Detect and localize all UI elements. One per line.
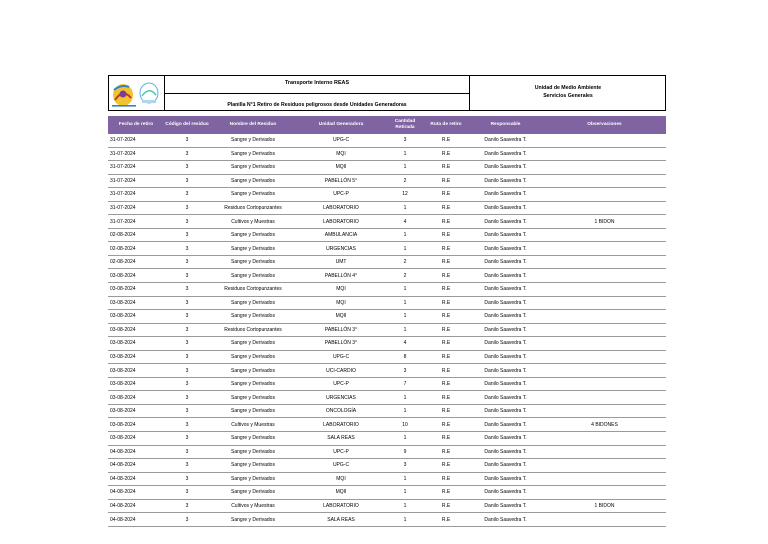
cell-unidad: PABELLÓN 3°	[296, 323, 386, 337]
col-unidad: Unidad Generadora	[296, 116, 386, 134]
table-row	[108, 255, 666, 269]
table-row	[108, 377, 666, 391]
cell-cantidad: 4	[386, 337, 424, 351]
table-row	[108, 364, 666, 378]
cell-unidad: UPG-C	[296, 350, 386, 364]
cell-fecha: 31-07-2024	[108, 161, 164, 175]
cell-ruta: R.E	[424, 404, 468, 418]
cell-unidad: UPC-P	[296, 445, 386, 459]
cell-unidad: URGENCIAS	[296, 242, 386, 256]
cell-unidad: PABELLÓN 5°	[296, 174, 386, 188]
cell-ruta: R.E	[424, 269, 468, 283]
cell-unidad: MQI	[296, 147, 386, 161]
cell-fecha: 03-08-2024	[108, 432, 164, 446]
cell-ruta: R.E	[424, 323, 468, 337]
cell-responsable: Danilo Saavedra T.	[468, 242, 543, 256]
cell-nombre: Sangre y Derivados	[210, 242, 296, 256]
col-nombre: Nombre del Residuo	[210, 116, 296, 134]
cell-cantidad: 1	[386, 323, 424, 337]
cell-observaciones	[543, 310, 666, 324]
cell-fecha: 04-08-2024	[108, 486, 164, 500]
cell-observaciones	[543, 255, 666, 269]
cell-cantidad: 10	[386, 418, 424, 432]
cell-fecha: 03-08-2024	[108, 310, 164, 324]
cell-ruta: R.E	[424, 134, 468, 147]
document-title: Transporte Interno REAS	[284, 80, 350, 86]
cell-codigo: 3	[164, 432, 210, 446]
unit-name: Unidad de Medio Ambiente	[534, 85, 602, 91]
unit-block	[469, 76, 666, 111]
col-cantidad: Cantidad Retirada	[386, 116, 424, 134]
cell-observaciones	[543, 228, 666, 242]
cell-unidad: MQI	[296, 296, 386, 310]
table-row	[108, 215, 666, 229]
cell-nombre: Sangre y Derivados	[210, 174, 296, 188]
cell-responsable: Danilo Saavedra T.	[468, 188, 543, 202]
table-row	[108, 445, 666, 459]
cell-responsable: Danilo Saavedra T.	[468, 283, 543, 297]
cell-codigo: 3	[164, 174, 210, 188]
cell-unidad: UMT	[296, 255, 386, 269]
cell-codigo: 3	[164, 459, 210, 473]
cell-cantidad: 1	[386, 296, 424, 310]
cell-ruta: R.E	[424, 364, 468, 378]
cell-codigo: 3	[164, 350, 210, 364]
cell-observaciones	[543, 445, 666, 459]
cell-responsable: Danilo Saavedra T.	[468, 486, 543, 500]
cell-unidad: UPG-C	[296, 459, 386, 473]
cell-responsable: Danilo Saavedra T.	[468, 323, 543, 337]
cell-cantidad: 1	[386, 472, 424, 486]
cell-nombre: Cultivos y Muestras	[210, 418, 296, 432]
table-row	[108, 161, 666, 175]
cell-nombre: Sangre y Derivados	[210, 364, 296, 378]
cell-observaciones	[543, 201, 666, 215]
cell-observaciones	[543, 377, 666, 391]
cell-ruta: R.E	[424, 391, 468, 405]
cell-cantidad: 3	[386, 134, 424, 147]
cell-responsable: Danilo Saavedra T.	[468, 296, 543, 310]
cell-codigo: 3	[164, 134, 210, 147]
cell-cantidad: 1	[386, 147, 424, 161]
table-row	[108, 513, 666, 527]
cell-ruta: R.E	[424, 283, 468, 297]
cell-codigo: 3	[164, 228, 210, 242]
col-codigo: Código del residuo	[164, 116, 210, 134]
cell-fecha: 31-07-2024	[108, 188, 164, 202]
cell-codigo: 3	[164, 161, 210, 175]
cell-cantidad: 1	[386, 283, 424, 297]
cell-ruta: R.E	[424, 228, 468, 242]
cell-codigo: 3	[164, 147, 210, 161]
cell-nombre: Residuos Cortopunzantes	[210, 283, 296, 297]
hospital-logo	[109, 76, 165, 111]
cell-ruta: R.E	[424, 242, 468, 256]
cell-cantidad: 1	[386, 201, 424, 215]
cell-nombre: Cultivos y Muestras	[210, 499, 296, 513]
cell-codigo: 3	[164, 337, 210, 351]
cell-ruta: R.E	[424, 174, 468, 188]
cell-observaciones	[543, 472, 666, 486]
col-observaciones: Observaciones	[543, 116, 666, 134]
cell-responsable: Danilo Saavedra T.	[468, 228, 543, 242]
cell-responsable: Danilo Saavedra T.	[468, 432, 543, 446]
cell-cantidad: 2	[386, 174, 424, 188]
cell-unidad: ONCOLOGÍA	[296, 404, 386, 418]
cell-nombre: Sangre y Derivados	[210, 404, 296, 418]
document-subtitle: Planilla N°1 Retiro de Residuos peligrosos desde Unidades Generadoras	[165, 93, 469, 111]
waste-table	[108, 116, 666, 527]
cell-nombre: Cultivos y Muestras	[210, 215, 296, 229]
cell-responsable: Danilo Saavedra T.	[468, 255, 543, 269]
cell-cantidad: 1	[386, 242, 424, 256]
cell-ruta: R.E	[424, 161, 468, 175]
cell-responsable: Danilo Saavedra T.	[468, 134, 543, 147]
cell-unidad: MQII	[296, 161, 386, 175]
cell-unidad: UPC-P	[296, 377, 386, 391]
table-row	[108, 283, 666, 297]
cell-fecha: 03-08-2024	[108, 364, 164, 378]
cell-cantidad: 1	[386, 228, 424, 242]
cell-observaciones: 4 BIDONES	[543, 418, 666, 432]
table-row	[108, 188, 666, 202]
cell-observaciones: 1 BIDON	[543, 499, 666, 513]
table-row	[108, 391, 666, 405]
cell-fecha: 03-08-2024	[108, 269, 164, 283]
cell-responsable: Danilo Saavedra T.	[468, 174, 543, 188]
table-row	[108, 228, 666, 242]
cell-codigo: 3	[164, 377, 210, 391]
cell-cantidad: 1	[386, 391, 424, 405]
cell-codigo: 3	[164, 215, 210, 229]
cell-nombre: Sangre y Derivados	[210, 486, 296, 500]
cell-cantidad: 3	[386, 459, 424, 473]
cell-cantidad: 1	[386, 161, 424, 175]
cell-nombre: Residuos Cortopunzantes	[210, 201, 296, 215]
table-row	[108, 337, 666, 351]
table-row	[108, 269, 666, 283]
cell-nombre: Sangre y Derivados	[210, 337, 296, 351]
table-header-row	[108, 116, 666, 134]
cell-codigo: 3	[164, 513, 210, 527]
table-row	[108, 499, 666, 513]
table-row	[108, 201, 666, 215]
cell-nombre: Sangre y Derivados	[210, 459, 296, 473]
cell-responsable: Danilo Saavedra T.	[468, 269, 543, 283]
table-row	[108, 418, 666, 432]
cell-responsable: Danilo Saavedra T.	[468, 418, 543, 432]
cell-codigo: 3	[164, 310, 210, 324]
cell-cantidad: 1	[386, 486, 424, 500]
cell-cantidad: 1	[386, 404, 424, 418]
cell-fecha: 02-08-2024	[108, 242, 164, 256]
cell-observaciones	[543, 486, 666, 500]
cell-codigo: 3	[164, 445, 210, 459]
cell-observaciones	[543, 242, 666, 256]
cell-cantidad: 1	[386, 432, 424, 446]
cell-ruta: R.E	[424, 310, 468, 324]
cell-fecha: 03-08-2024	[108, 350, 164, 364]
cell-fecha: 03-08-2024	[108, 283, 164, 297]
cell-unidad: LABORATORIO	[296, 201, 386, 215]
cell-codigo: 3	[164, 364, 210, 378]
cell-observaciones	[543, 174, 666, 188]
cell-cantidad: 2	[386, 269, 424, 283]
cell-ruta: R.E	[424, 337, 468, 351]
cell-codigo: 3	[164, 472, 210, 486]
cell-responsable: Danilo Saavedra T.	[468, 404, 543, 418]
cell-unidad: UPG-C	[296, 134, 386, 147]
cell-codigo: 3	[164, 404, 210, 418]
cell-unidad: UCI-CARDIO	[296, 364, 386, 378]
cell-observaciones	[543, 283, 666, 297]
cell-fecha: 31-07-2024	[108, 174, 164, 188]
cell-observaciones	[543, 432, 666, 446]
cell-unidad: UPC-P	[296, 188, 386, 202]
cell-nombre: Sangre y Derivados	[210, 228, 296, 242]
cell-fecha: 03-08-2024	[108, 391, 164, 405]
cell-nombre: Sangre y Derivados	[210, 310, 296, 324]
cell-unidad: SALA REAS	[296, 513, 386, 527]
cell-fecha: 04-08-2024	[108, 445, 164, 459]
cell-observaciones	[543, 404, 666, 418]
cell-ruta: R.E	[424, 147, 468, 161]
cell-nombre: Sangre y Derivados	[210, 350, 296, 364]
cell-fecha: 02-08-2024	[108, 255, 164, 269]
cell-fecha: 31-07-2024	[108, 201, 164, 215]
cell-ruta: R.E	[424, 486, 468, 500]
cell-ruta: R.E	[424, 499, 468, 513]
table-row	[108, 404, 666, 418]
cell-nombre: Sangre y Derivados	[210, 134, 296, 147]
cell-unidad: LABORATORIO	[296, 215, 386, 229]
cell-nombre: Sangre y Derivados	[210, 513, 296, 527]
cell-fecha: 04-08-2024	[108, 513, 164, 527]
table-row	[108, 472, 666, 486]
cell-nombre: Sangre y Derivados	[210, 472, 296, 486]
cell-codigo: 3	[164, 242, 210, 256]
cell-unidad: SALA REAS	[296, 432, 386, 446]
cell-ruta: R.E	[424, 472, 468, 486]
cell-observaciones	[543, 147, 666, 161]
cell-unidad: PABELLÓN 3°	[296, 337, 386, 351]
cell-ruta: R.E	[424, 418, 468, 432]
cell-observaciones	[543, 188, 666, 202]
cell-unidad: PABELLÓN 4°	[296, 269, 386, 283]
cell-responsable: Danilo Saavedra T.	[468, 147, 543, 161]
cell-nombre: Sangre y Derivados	[210, 255, 296, 269]
cell-fecha: 03-08-2024	[108, 404, 164, 418]
table-row	[108, 134, 666, 147]
cell-unidad: MQI	[296, 472, 386, 486]
cell-unidad: MQII	[296, 310, 386, 324]
cell-observaciones: 1 BIDON	[543, 215, 666, 229]
col-ruta: Ruta de retiro	[424, 116, 468, 134]
cell-ruta: R.E	[424, 255, 468, 269]
cell-fecha: 31-07-2024	[108, 147, 164, 161]
cell-responsable: Danilo Saavedra T.	[468, 350, 543, 364]
cell-observaciones	[543, 513, 666, 527]
cell-nombre: Sangre y Derivados	[210, 147, 296, 161]
cell-fecha: 04-08-2024	[108, 472, 164, 486]
cell-ruta: R.E	[424, 296, 468, 310]
cell-cantidad: 1	[386, 310, 424, 324]
cell-nombre: Sangre y Derivados	[210, 161, 296, 175]
cell-observaciones	[543, 337, 666, 351]
cell-nombre: Sangre y Derivados	[210, 296, 296, 310]
cell-codigo: 3	[164, 188, 210, 202]
table-row	[108, 147, 666, 161]
cell-ruta: R.E	[424, 445, 468, 459]
cell-unidad: LABORATORIO	[296, 499, 386, 513]
cell-responsable: Danilo Saavedra T.	[468, 337, 543, 351]
cell-unidad: LABORATORIO	[296, 418, 386, 432]
cell-nombre: Residuos Cortopunzantes	[210, 323, 296, 337]
cell-nombre: Sangre y Derivados	[210, 432, 296, 446]
cell-nombre: Sangre y Derivados	[210, 269, 296, 283]
table-row	[108, 432, 666, 446]
cell-fecha: 03-08-2024	[108, 418, 164, 432]
table-body	[108, 134, 666, 526]
cell-codigo: 3	[164, 418, 210, 432]
cell-observaciones	[543, 269, 666, 283]
table-row	[108, 174, 666, 188]
cell-observaciones	[543, 323, 666, 337]
cell-observaciones	[543, 350, 666, 364]
cell-responsable: Danilo Saavedra T.	[468, 215, 543, 229]
cell-ruta: R.E	[424, 350, 468, 364]
col-responsable: Responsable	[468, 116, 543, 134]
cell-cantidad: 3	[386, 364, 424, 378]
table-row	[108, 486, 666, 500]
cell-nombre: Sangre y Derivados	[210, 188, 296, 202]
cell-codigo: 3	[164, 323, 210, 337]
cell-nombre: Sangre y Derivados	[210, 445, 296, 459]
cell-cantidad: 1	[386, 513, 424, 527]
cell-fecha: 31-07-2024	[108, 134, 164, 147]
cell-responsable: Danilo Saavedra T.	[468, 161, 543, 175]
cell-responsable: Danilo Saavedra T.	[468, 472, 543, 486]
cell-ruta: R.E	[424, 377, 468, 391]
cell-ruta: R.E	[424, 459, 468, 473]
table-row	[108, 459, 666, 473]
cell-codigo: 3	[164, 499, 210, 513]
cell-responsable: Danilo Saavedra T.	[468, 513, 543, 527]
table-row	[108, 296, 666, 310]
col-fecha: Fecha de retiro	[108, 116, 164, 134]
cell-codigo: 3	[164, 269, 210, 283]
cell-cantidad: 9	[386, 445, 424, 459]
cell-observaciones	[543, 459, 666, 473]
cell-codigo: 3	[164, 255, 210, 269]
cell-cantidad: 2	[386, 255, 424, 269]
cell-codigo: 3	[164, 283, 210, 297]
table-row	[108, 350, 666, 364]
cell-nombre: Sangre y Derivados	[210, 377, 296, 391]
cell-ruta: R.E	[424, 188, 468, 202]
unit-sub: Servicios Generales	[543, 93, 593, 99]
cell-observaciones	[543, 134, 666, 147]
cell-observaciones	[543, 161, 666, 175]
cell-responsable: Danilo Saavedra T.	[468, 201, 543, 215]
cell-codigo: 3	[164, 486, 210, 500]
cell-fecha: 02-08-2024	[108, 228, 164, 242]
cell-ruta: R.E	[424, 432, 468, 446]
cell-codigo: 3	[164, 296, 210, 310]
cell-codigo: 3	[164, 391, 210, 405]
cell-cantidad: 4	[386, 215, 424, 229]
cell-unidad: AMBULANCIA	[296, 228, 386, 242]
table-row	[108, 242, 666, 256]
cell-cantidad: 8	[386, 350, 424, 364]
cell-ruta: R.E	[424, 201, 468, 215]
cell-fecha: 03-08-2024	[108, 377, 164, 391]
table-row	[108, 310, 666, 324]
sheet	[108, 75, 666, 527]
cell-unidad: MQI	[296, 283, 386, 297]
cell-responsable: Danilo Saavedra T.	[468, 364, 543, 378]
cell-ruta: R.E	[424, 513, 468, 527]
cell-codigo: 3	[164, 201, 210, 215]
cell-ruta: R.E	[424, 215, 468, 229]
cell-unidad: URGENCIAS	[296, 391, 386, 405]
cell-fecha: 03-08-2024	[108, 296, 164, 310]
cell-cantidad: 1	[386, 499, 424, 513]
document-header	[108, 75, 666, 111]
cell-responsable: Danilo Saavedra T.	[468, 445, 543, 459]
cell-responsable: Danilo Saavedra T.	[468, 499, 543, 513]
cell-responsable: Danilo Saavedra T.	[468, 310, 543, 324]
cell-observaciones	[543, 391, 666, 405]
cell-fecha: 03-08-2024	[108, 337, 164, 351]
cell-fecha: 31-07-2024	[108, 215, 164, 229]
cell-nombre: Sangre y Derivados	[210, 391, 296, 405]
cell-unidad: MQII	[296, 486, 386, 500]
cell-observaciones	[543, 296, 666, 310]
cell-responsable: Danilo Saavedra T.	[468, 459, 543, 473]
cell-responsable: Danilo Saavedra T.	[468, 377, 543, 391]
cell-cantidad: 7	[386, 377, 424, 391]
cell-fecha: 04-08-2024	[108, 459, 164, 473]
cell-observaciones	[543, 364, 666, 378]
cell-fecha: 03-08-2024	[108, 323, 164, 337]
cell-fecha: 04-08-2024	[108, 499, 164, 513]
table-row	[108, 323, 666, 337]
cell-cantidad: 12	[386, 188, 424, 202]
cell-responsable: Danilo Saavedra T.	[468, 391, 543, 405]
